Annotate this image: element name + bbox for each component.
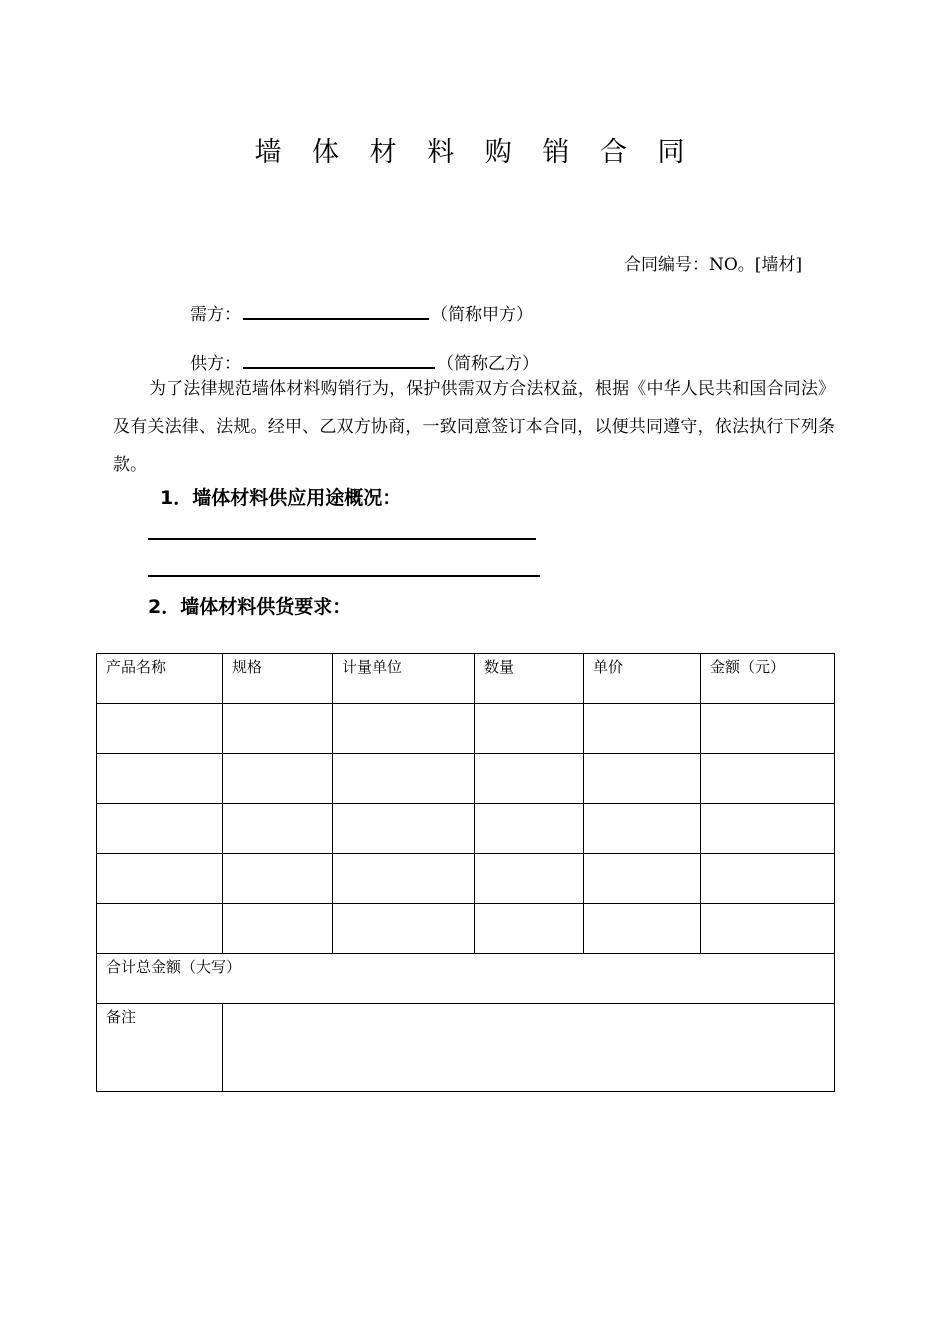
table-cell[interactable] <box>475 804 584 854</box>
section-1-fill-line-2 <box>148 575 540 577</box>
total-row <box>97 954 835 1004</box>
preamble-paragraph: 为了法律规范墙体材料购销行为，保护供需双方合法权益，根据《中华人民共和国合同法》及有关法律、法规。经甲、乙双方协商，一致同意签订本合同，以便共同遵守，依法执行下列条款。 <box>113 379 835 475</box>
table-cell[interactable] <box>223 904 333 954</box>
table-cell[interactable] <box>584 704 701 754</box>
table-cell[interactable] <box>333 804 475 854</box>
section-1-fill-line-1 <box>148 538 536 540</box>
header-quantity: 数量 <box>475 654 584 704</box>
section-2-heading: 2．墙体材料供货要求： <box>148 596 352 618</box>
seller-suffix: （简称乙方） <box>437 354 539 374</box>
table-cell[interactable] <box>584 904 701 954</box>
header-unit: 计量单位 <box>333 654 475 704</box>
table-cell[interactable] <box>584 754 701 804</box>
table-cell[interactable] <box>223 854 333 904</box>
header-spec: 规格 <box>223 654 333 704</box>
buyer-suffix: （简称甲方） <box>431 305 533 325</box>
table-cell[interactable] <box>333 704 475 754</box>
seller-blank <box>243 353 435 369</box>
table-row <box>97 804 835 854</box>
table-cell[interactable] <box>223 804 333 854</box>
table-cell[interactable] <box>97 904 223 954</box>
table-row <box>97 904 835 954</box>
table-cell[interactable] <box>584 804 701 854</box>
buyer-line <box>190 300 533 325</box>
remarks-row <box>97 1004 835 1092</box>
table-cell[interactable] <box>97 704 223 754</box>
table-cell[interactable] <box>475 904 584 954</box>
section-1-heading: 1．墙体材料供应用途概况： <box>160 487 402 509</box>
table-cell[interactable] <box>333 854 475 904</box>
table-row <box>97 854 835 904</box>
table-cell[interactable] <box>333 754 475 804</box>
seller-label: 供方： <box>190 354 241 374</box>
table-cell[interactable] <box>97 854 223 904</box>
table-cell[interactable] <box>584 854 701 904</box>
table-cell[interactable] <box>223 704 333 754</box>
buyer-blank <box>243 304 429 320</box>
table-cell[interactable] <box>701 704 835 754</box>
buyer-label: 需方： <box>190 305 241 325</box>
table-cell[interactable] <box>701 854 835 904</box>
table-cell[interactable] <box>701 904 835 954</box>
table-cell[interactable] <box>475 854 584 904</box>
supply-table <box>96 653 835 1092</box>
table-row <box>97 754 835 804</box>
table-cell[interactable] <box>701 754 835 804</box>
contract-number: 合同编号：NO。[墙材] <box>624 255 803 275</box>
table-cell[interactable] <box>475 754 584 804</box>
table-row <box>97 704 835 754</box>
table-cell[interactable] <box>97 804 223 854</box>
table-cell[interactable] <box>333 904 475 954</box>
table-cell[interactable] <box>97 754 223 804</box>
contract-title: 墙 体 材 料 购 销 合 同 <box>254 137 696 168</box>
header-product-name: 产品名称 <box>97 654 223 704</box>
table-cell[interactable] <box>701 804 835 854</box>
remarks-label: 备注 <box>97 1004 223 1092</box>
table-cell[interactable] <box>475 704 584 754</box>
table-header-row <box>97 654 835 704</box>
table-cell[interactable] <box>223 754 333 804</box>
header-unit-price: 单价 <box>584 654 701 704</box>
remarks-field[interactable] <box>223 1004 835 1092</box>
header-amount: 金额（元） <box>701 654 835 704</box>
total-amount-label[interactable]: 合计总金额（大写） <box>97 954 835 1004</box>
